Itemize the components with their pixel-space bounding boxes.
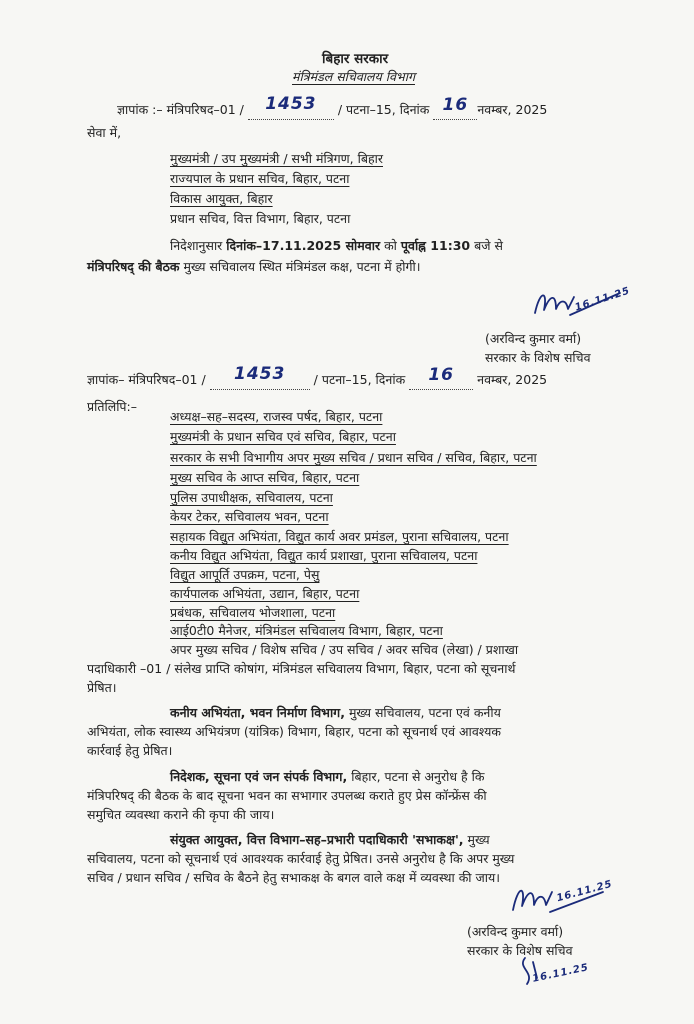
meeting-time: पूर्वाह्न 11:30 xyxy=(400,238,471,253)
department-name: मंत्रिमंडल सचिवालय विभाग xyxy=(292,69,415,84)
copy-paragraph-4-line-3: सचिव / प्रधान सचिव / सचिव के बैठने हेतु सभाकक्ष के बगल वाले कक्ष में व्यवस्था की जाय। xyxy=(87,870,501,885)
signatory-title-1: सरकार के विशेष सचिव xyxy=(485,350,591,365)
reference-line-2 xyxy=(87,364,548,390)
copy-paragraph-1-line-3: प्रेषित। xyxy=(87,680,117,695)
copy-paragraph-4-line-1: संयुक्त आयुक्त, वित्त विभाग–सह–प्रभारी पदाधिकारी 'सभाकक्ष', मुख्य xyxy=(170,832,490,847)
recipient-3: विकास आयुक्त, बिहार xyxy=(170,191,273,206)
reference-line-1 xyxy=(117,94,548,120)
copy-paragraph-1-line-1: अपर मुख्य सचिव / विशेष सचिव / उप सचिव / अवर सचिव (लेखा) / प्रशाखा xyxy=(170,642,519,657)
reference-number-handwritten: 1453 xyxy=(234,364,286,384)
reference-prefix: ज्ञापांक– मंत्रिपरिषद–01 / xyxy=(87,372,206,387)
copy-recipient-1: अध्यक्ष–सह–सदस्य, राजस्व पर्षद, बिहार, पटना xyxy=(170,409,383,424)
copy-recipient-9: विद्युत आपूर्ति उपक्रम, पटना, पेसु xyxy=(170,567,320,582)
copy-recipient-5: पुलिस उपाधीक्षक, सचिवालय, पटना xyxy=(170,490,333,505)
copy-paragraph-3-line-1: निदेशक, सूचना एवं जन संपर्क विभाग, बिहार, पटना से अनुरोध है कि xyxy=(170,769,485,784)
signatory-name-2: (अरविन्द कुमार वर्मा) xyxy=(467,924,564,939)
reference-number-handwritten: 1453 xyxy=(265,94,317,114)
copy-label: प्रतिलिपि:– xyxy=(87,399,137,414)
government-name: बिहार सरकार xyxy=(322,51,389,67)
reference-mid: / पटना–15, दिनांक xyxy=(313,372,406,387)
recipient-1: मुख्यमंत्री / उप मुख्यमंत्री / सभी मंत्रिगण, बिहार xyxy=(170,151,383,166)
salutation: सेवा में, xyxy=(87,125,122,140)
addressee-bold: कनीय अभियंता, भवन निर्माण विभाग, xyxy=(170,705,345,720)
signature-1-date: 16.11.25 xyxy=(573,285,632,314)
reference-mid: / पटना–15, दिनांक xyxy=(337,102,430,117)
reference-day-handwritten: 16 xyxy=(442,95,469,115)
reference-day-handwritten: 16 xyxy=(428,365,454,385)
signatory-name-1: (अरविन्द कुमार वर्मा) xyxy=(485,331,582,346)
meeting-notice-line-1: निदेशानुसार दिनांक–17.11.2025 सोमवार को पूर्वाह्न 11:30 बजे से xyxy=(170,238,503,253)
signatory-title-2: सरकार के विशेष सचिव xyxy=(467,943,573,958)
copy-paragraph-3-line-2: मंत्रिपरिषद् की बैठक के बाद सूचना भवन का सभागार उपलब्ध कराते हुए प्रेस कॉन्फ्रेंस की xyxy=(87,788,487,803)
signature-2-date: 16.11.25 xyxy=(555,878,614,905)
copy-recipient-12: आई0टी0 मैनेजर, मंत्रिमंडल सचिवालय विभाग, बिहार, पटना xyxy=(170,623,443,638)
copy-recipient-3: सरकार के सभी विभागीय अपर मुख्य सचिव / प्रधान सचिव / सचिव, बिहार, पटना xyxy=(170,450,537,465)
recipient-4: प्रधान सचिव, वित्त विभाग, बिहार, पटना xyxy=(170,211,351,226)
copy-paragraph-2-line-2: अभियंता, लोक स्वास्थ्य अभियंत्रण (यांत्रिक) विभाग, बिहार, पटना को सूचनार्थ एवं आवश्यक xyxy=(87,724,501,739)
reference-month-year: नवम्बर, 2025 xyxy=(477,372,548,387)
initial-date: 16.11.25 xyxy=(531,962,590,985)
copy-recipient-4: मुख्य सचिव के आप्त सचिव, बिहार, पटना xyxy=(170,470,360,485)
addressee-bold: निदेशक, सूचना एवं जन संपर्क विभाग, xyxy=(170,769,348,784)
meeting-notice-line-2: मंत्रिपरिषद् की बैठक मुख्य सचिवालय स्थित मंत्रिमंडल कक्ष, पटना में होगी। xyxy=(87,259,421,274)
copy-recipient-8: कनीय विद्युत अभियंता, विद्युत कार्य प्रशाखा, पुराना सचिवालय, पटना xyxy=(170,548,478,563)
reference-month-year: नवम्बर, 2025 xyxy=(477,102,548,117)
addressee-bold: संयुक्त आयुक्त, वित्त विभाग–सह–प्रभारी पदाधिकारी 'सभाकक्ष', xyxy=(170,832,464,847)
reference-prefix: ज्ञापांक :– मंत्रिपरिषद–01 / xyxy=(117,102,244,117)
copy-paragraph-4-line-2: सचिवालय, पटना को सूचनार्थ एवं आवश्यक कार्रवाई हेतु प्रेषित। उनसे अनुरोध है कि अपर मुख्य xyxy=(87,851,515,866)
copy-recipient-7: सहायक विद्युत अभियंता, विद्युत कार्य अवर प्रमंडल, पुराना सचिवालय, पटना xyxy=(170,529,509,544)
copy-paragraph-1-line-2: पदाधिकारी –01 / संलेख प्राप्ति कोषांग, मंत्रिमंडल सचिवालय विभाग, बिहार, पटना को सूचनार्थ xyxy=(87,661,516,676)
copy-paragraph-3-line-3: समुचित व्यवस्था कराने की कृपा की जाय। xyxy=(87,807,275,822)
copy-recipient-11: प्रबंधक, सचिवालय भोजशाला, पटना xyxy=(170,605,336,620)
meeting-title: मंत्रिपरिषद् की बैठक xyxy=(87,259,180,274)
copy-recipient-6: केयर टेकर, सचिवालय भवन, पटना xyxy=(170,509,329,524)
copy-paragraph-2-line-3: कार्रवाई हेतु प्रेषित। xyxy=(87,743,173,758)
copy-recipient-10: कार्यपालक अभियंता, उद्यान, बिहार, पटना xyxy=(170,586,360,601)
copy-paragraph-2-line-1: कनीय अभियंता, भवन निर्माण विभाग, मुख्य सचिवालय, पटना एवं कनीय xyxy=(170,705,501,720)
recipient-2: राज्यपाल के प्रधान सचिव, बिहार, पटना xyxy=(170,171,350,186)
copy-recipient-2: मुख्यमंत्री के प्रधान सचिव एवं सचिव, बिहार, पटना xyxy=(170,429,396,444)
meeting-date: दिनांक–17.11.2025 सोमवार xyxy=(226,238,381,253)
